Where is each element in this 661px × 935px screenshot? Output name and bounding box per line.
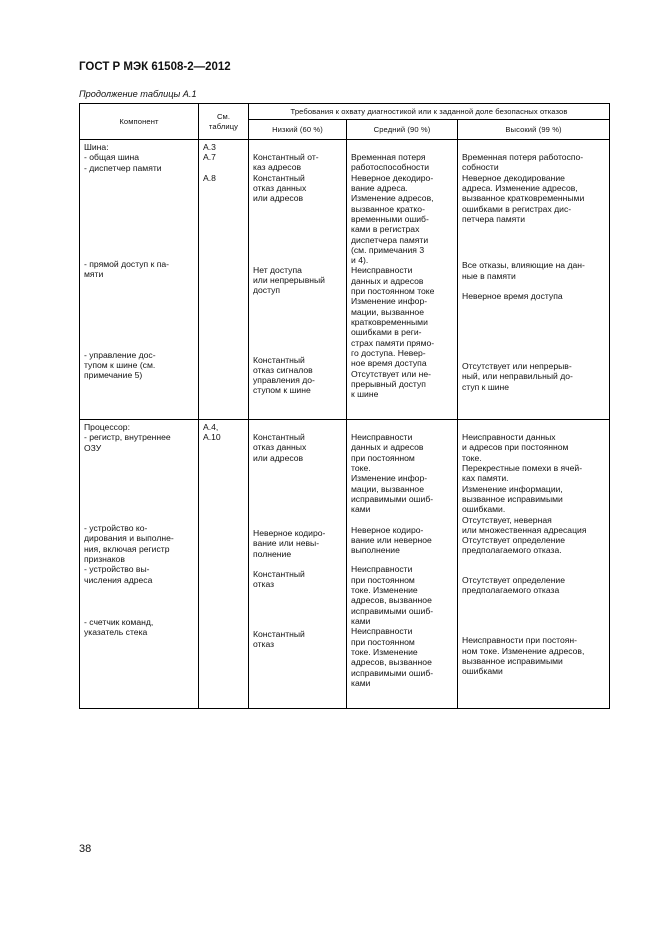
component-item: - управление дос- тупом к шине (см. примечание 5) — [84, 349, 156, 381]
component-item: - счетчик команд, указатель стека — [84, 616, 154, 638]
medium-text: Неисправности данных и адресов при постоянном токе Изменение инфор- мации, вызванное кратковременными ошибками в реги- страх памяти прямо- го доступа. Невер- ное время доступа — [351, 265, 435, 369]
low-text: Константный отказ данных или адресов — [253, 432, 307, 463]
table-continuation-caption: Продолжение таблицы А.1 — [79, 89, 197, 99]
document-title: ГОСТ Р МЭК 61508-2—2012 — [79, 61, 231, 73]
see-table-refs: А.3 А.7 А.8 — [203, 142, 216, 183]
high-text: Временная потеря работоспо- собности Неверное декодирование адреса. Изменение адресов, вызванное кратковременными ошибками в регистрах дис- петчера памяти — [462, 152, 585, 224]
header-component: Компонент — [80, 104, 199, 140]
high-text: Отсутствует определение предполагаемого отказа. — [462, 535, 566, 556]
medium-text: Неисправности данных и адресов при постоянном токе. Изменение инфор- мации, вызванное исправимыми ошиб- ками — [351, 432, 434, 515]
high-text: Все отказы, влияющие на дан- ные в памяти — [462, 260, 585, 281]
component-item: - устройство ко- дирования и выполне- ния, включая регистр признаков — [84, 522, 174, 564]
medium-text: Отсутствует или не- прерывный доступ к шине — [351, 368, 431, 400]
page-number: 38 — [79, 843, 92, 855]
component-item: - диспетчер памяти — [84, 162, 162, 173]
high-text: Неисправности данных и адресов при постоянном токе. Перекрестные помехи в ячей- ках памяти. Изменение информации, вызванное исправимыми ошибками. Отсутствует, неверная или множественная адресация — [462, 432, 587, 535]
low-text: Неверное кодиро- вание или невы- полнение — [253, 527, 326, 559]
low-text: Константный отказ — [253, 628, 305, 649]
cell-component — [80, 140, 199, 420]
component-item: Шина: - общая шина — [84, 142, 140, 163]
cell-low — [249, 140, 347, 420]
high-text: Неисправности при постоян- ном токе. Изменение адресов, вызванное исправимыми ошибками — [462, 635, 585, 677]
cell-see-table — [199, 420, 249, 709]
requirements-table — [79, 103, 610, 709]
high-text: Отсутствует или непрерыв- ный, или неправильный до- ступ к шине — [462, 361, 573, 392]
cell-high — [458, 420, 610, 709]
high-text: Отсутствует определение предполагаемого отказа — [462, 574, 566, 596]
header-medium: Средний (90 %) — [347, 120, 458, 140]
medium-text: Неисправности при постоянном токе. Изменение адресов, вызванное исправимыми ошиб- ками — [351, 626, 434, 688]
header-see-table: См. таблицу — [199, 104, 249, 140]
low-text: Константный отказ сигналов управления до- ступом к шине — [253, 354, 315, 396]
medium-text: Неисправности при постоянном токе. Изменение адресов, вызванное исправимыми ошиб- ками — [351, 564, 434, 626]
high-text: Неверное время доступа — [462, 290, 563, 301]
low-text: Константный от- каз адресов Константный отказ данных или адресов — [253, 152, 319, 204]
cell-medium — [347, 140, 458, 420]
header-requirements: Требования к охвату диагностикой или к заданной доле безопасных отказов — [249, 104, 610, 120]
medium-text: Неверное кодиро- вание или неверное выполнение — [351, 524, 432, 556]
cell-low — [249, 420, 347, 709]
component-item: - прямой доступ к па- мяти — [84, 258, 170, 280]
cell-component — [80, 420, 199, 709]
medium-text: Временная потеря работоспособности Неверное декодиро- вание адреса. Изменение адресов, вызванное кратко- временными ошиб- ками в регистрах диспетчера памяти (см. примечания 3 и 4). — [351, 152, 434, 266]
low-text: Константный отказ — [253, 568, 305, 590]
cell-see-table — [199, 140, 249, 420]
see-table-refs: А.4, А.10 — [203, 422, 221, 443]
table-row-bus — [80, 140, 610, 420]
header-high: Высокий (99 %) — [458, 120, 610, 140]
cell-high — [458, 140, 610, 420]
table-row-processor — [80, 420, 610, 709]
low-text: Нет доступа или непрерывный доступ — [253, 264, 325, 296]
header-low: Низкий (60 %) — [249, 120, 347, 140]
component-item: Процессор: - регистр, внутреннее ОЗУ — [84, 422, 171, 453]
cell-medium — [347, 420, 458, 709]
component-item: - устройство вы- числения адреса — [84, 564, 153, 585]
